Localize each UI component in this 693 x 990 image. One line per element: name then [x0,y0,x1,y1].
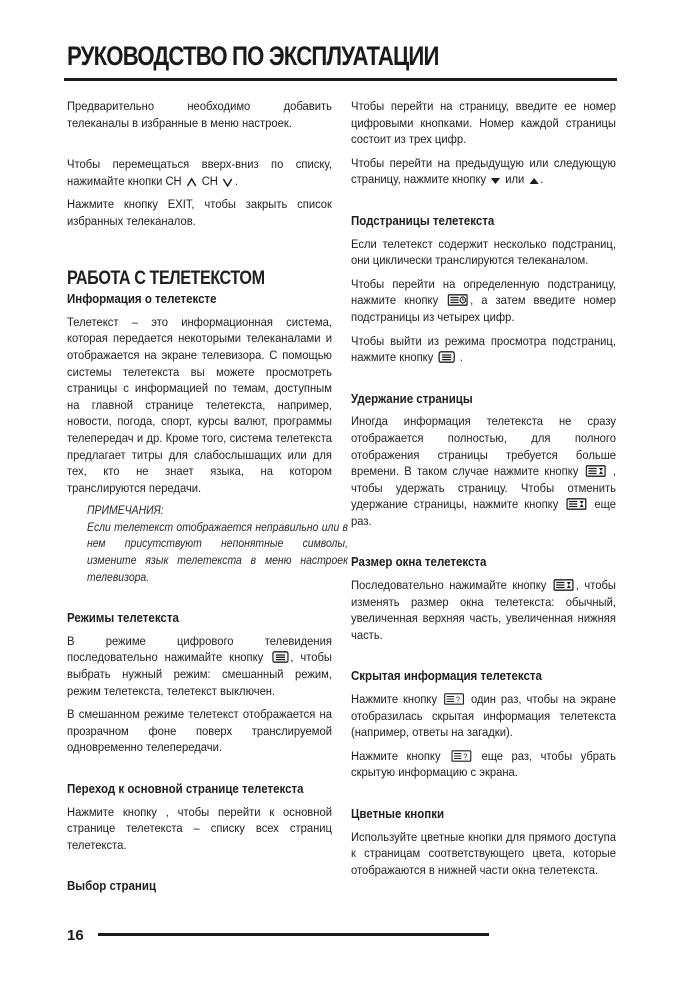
reveal-button-icon [451,750,471,762]
subsection-heading: Информация о телетексте [67,292,217,307]
paragraph: Нажмите кнопку EXIT, чтобы закрыть список избранных телеканалов. [67,197,332,228]
caret-up-icon [187,177,197,187]
paragraph: Чтобы перейти на страницу, введите ее номер цифровыми кнопками. Номер каждой страницы состоит из трех цифр. [351,99,616,147]
subsection-heading: Удержание страницы [351,391,473,406]
right-column [351,98,616,885]
teletext-button-icon [272,651,289,663]
paragraph: Используйте цветные кнопки для прямого доступа к страницам соответствующего цвета, которые отображаются в нижней части окна телетекста. [351,829,616,877]
paragraph: Чтобы выйти из режима просмотра подстраниц, нажмите кнопку . [351,333,616,365]
page-number: 16 [67,927,84,944]
teletext-button-icon [438,351,455,363]
subsection-heading: Подстраницы телетекста [351,213,495,228]
section-heading: РАБОТА С ТЕЛЕТЕКСТОМ [67,267,265,289]
page-title: РУКОВОДСТВО ПО ЭКСПЛУАТАЦИИ [67,41,439,71]
svg-text:?: ? [462,752,467,762]
paragraph: Если телетекст содержит несколько подстраниц, они циклически транслируются телеканалом. [351,236,616,268]
paragraph: Чтобы перемещаться вверх-вниз по списку, нажимайте кнопки CH CH . [67,157,332,188]
svg-text:?: ? [455,695,460,705]
paragraph: Предварительно необходимо добавить телеканалы в избранные в меню настроек. [67,99,332,130]
hold-button-icon [566,498,586,510]
subsection-heading: Скрытая информация телетекста [351,669,542,684]
paragraph: Телетекст – это информационная система, которая передается некоторыми телеканалами и отображается на экране телевизора. С помощью системы телетекста вы можете просмотреть страницы с информацией по темам, доступным на главной странице телетекста, например, новости, погода, спорт, курсы валют, программы телепередач и др. Кроме того, система телетекста предлагает титры для слабослышащих или для тех, кто не знает языка, на котором транслируются передачи. [67,314,332,495]
paragraph: Чтобы перейти на определенную подстраницу, нажмите кнопку , а затем введите номер подстраницы из четырех цифр. [351,276,616,324]
footer-divider [98,933,489,936]
subsection-heading: Цветные кнопки [351,807,445,821]
note-label: ПРИМЕЧАНИЯ: [87,504,164,518]
reveal-button-icon [444,693,464,705]
note-text: Если телетекст отображается неправильно или в нем присутствуют непонятные символы, измените язык телетекста в меню настроек телевизора. [87,520,348,584]
hold-button-icon [585,465,605,477]
title-divider [64,78,617,81]
size-button-icon [554,579,574,591]
paragraph: В смешанном режиме телетекст отображается на прозрачном фоне поверх транслируемой одновременно телепередачи. [67,707,332,755]
subsection-heading: Режимы телетекста [67,611,179,626]
paragraph: Нажмите кнопку ? один раз, чтобы на экране отобразилась скрытая информация телетекста (например, ответы на загадки). [351,692,616,740]
paragraph: Последовательно нажимайте кнопку , чтобы изменять размер окна телетекста: обычный, увеличенная верхняя часть, увеличенная нижняя часть. [351,578,616,642]
paragraph: Чтобы перейти на предыдущую или следующую страницу, нажмите кнопку или . [351,155,616,187]
paragraph: Иногда информация телетекста не сразу отображается полностью, для полного отображения страницы требуется больше времени. В таком случае нажмите кнопку , чтобы удержать страницу. Чтобы отменить удержание страницы, нажмите кнопку еще раз. [351,414,616,528]
triangle-up-icon [529,177,538,185]
subsection-heading: Выбор страниц [67,879,157,894]
subsection-heading: Размер окна телетекста [351,555,487,570]
caret-down-icon [223,177,233,187]
paragraph: Нажмите кнопку ? еще раз, чтобы убрать скрытую информацию с экрана. [351,748,616,780]
left-column [67,98,348,901]
triangle-down-icon [491,177,500,185]
paragraph: Нажмите кнопку , чтобы перейти к основной странице телетекста – списку всех страниц телетекста. [67,804,332,852]
subpage-button-icon [448,294,468,306]
subsection-heading: Переход к основной странице телетекста [67,782,304,796]
paragraph: В режиме цифрового телевидения последовательно нажимайте кнопку , чтобы выбрать нужный режим: смешанный режим, режим телетекста, телетекст выключен. [67,633,332,698]
